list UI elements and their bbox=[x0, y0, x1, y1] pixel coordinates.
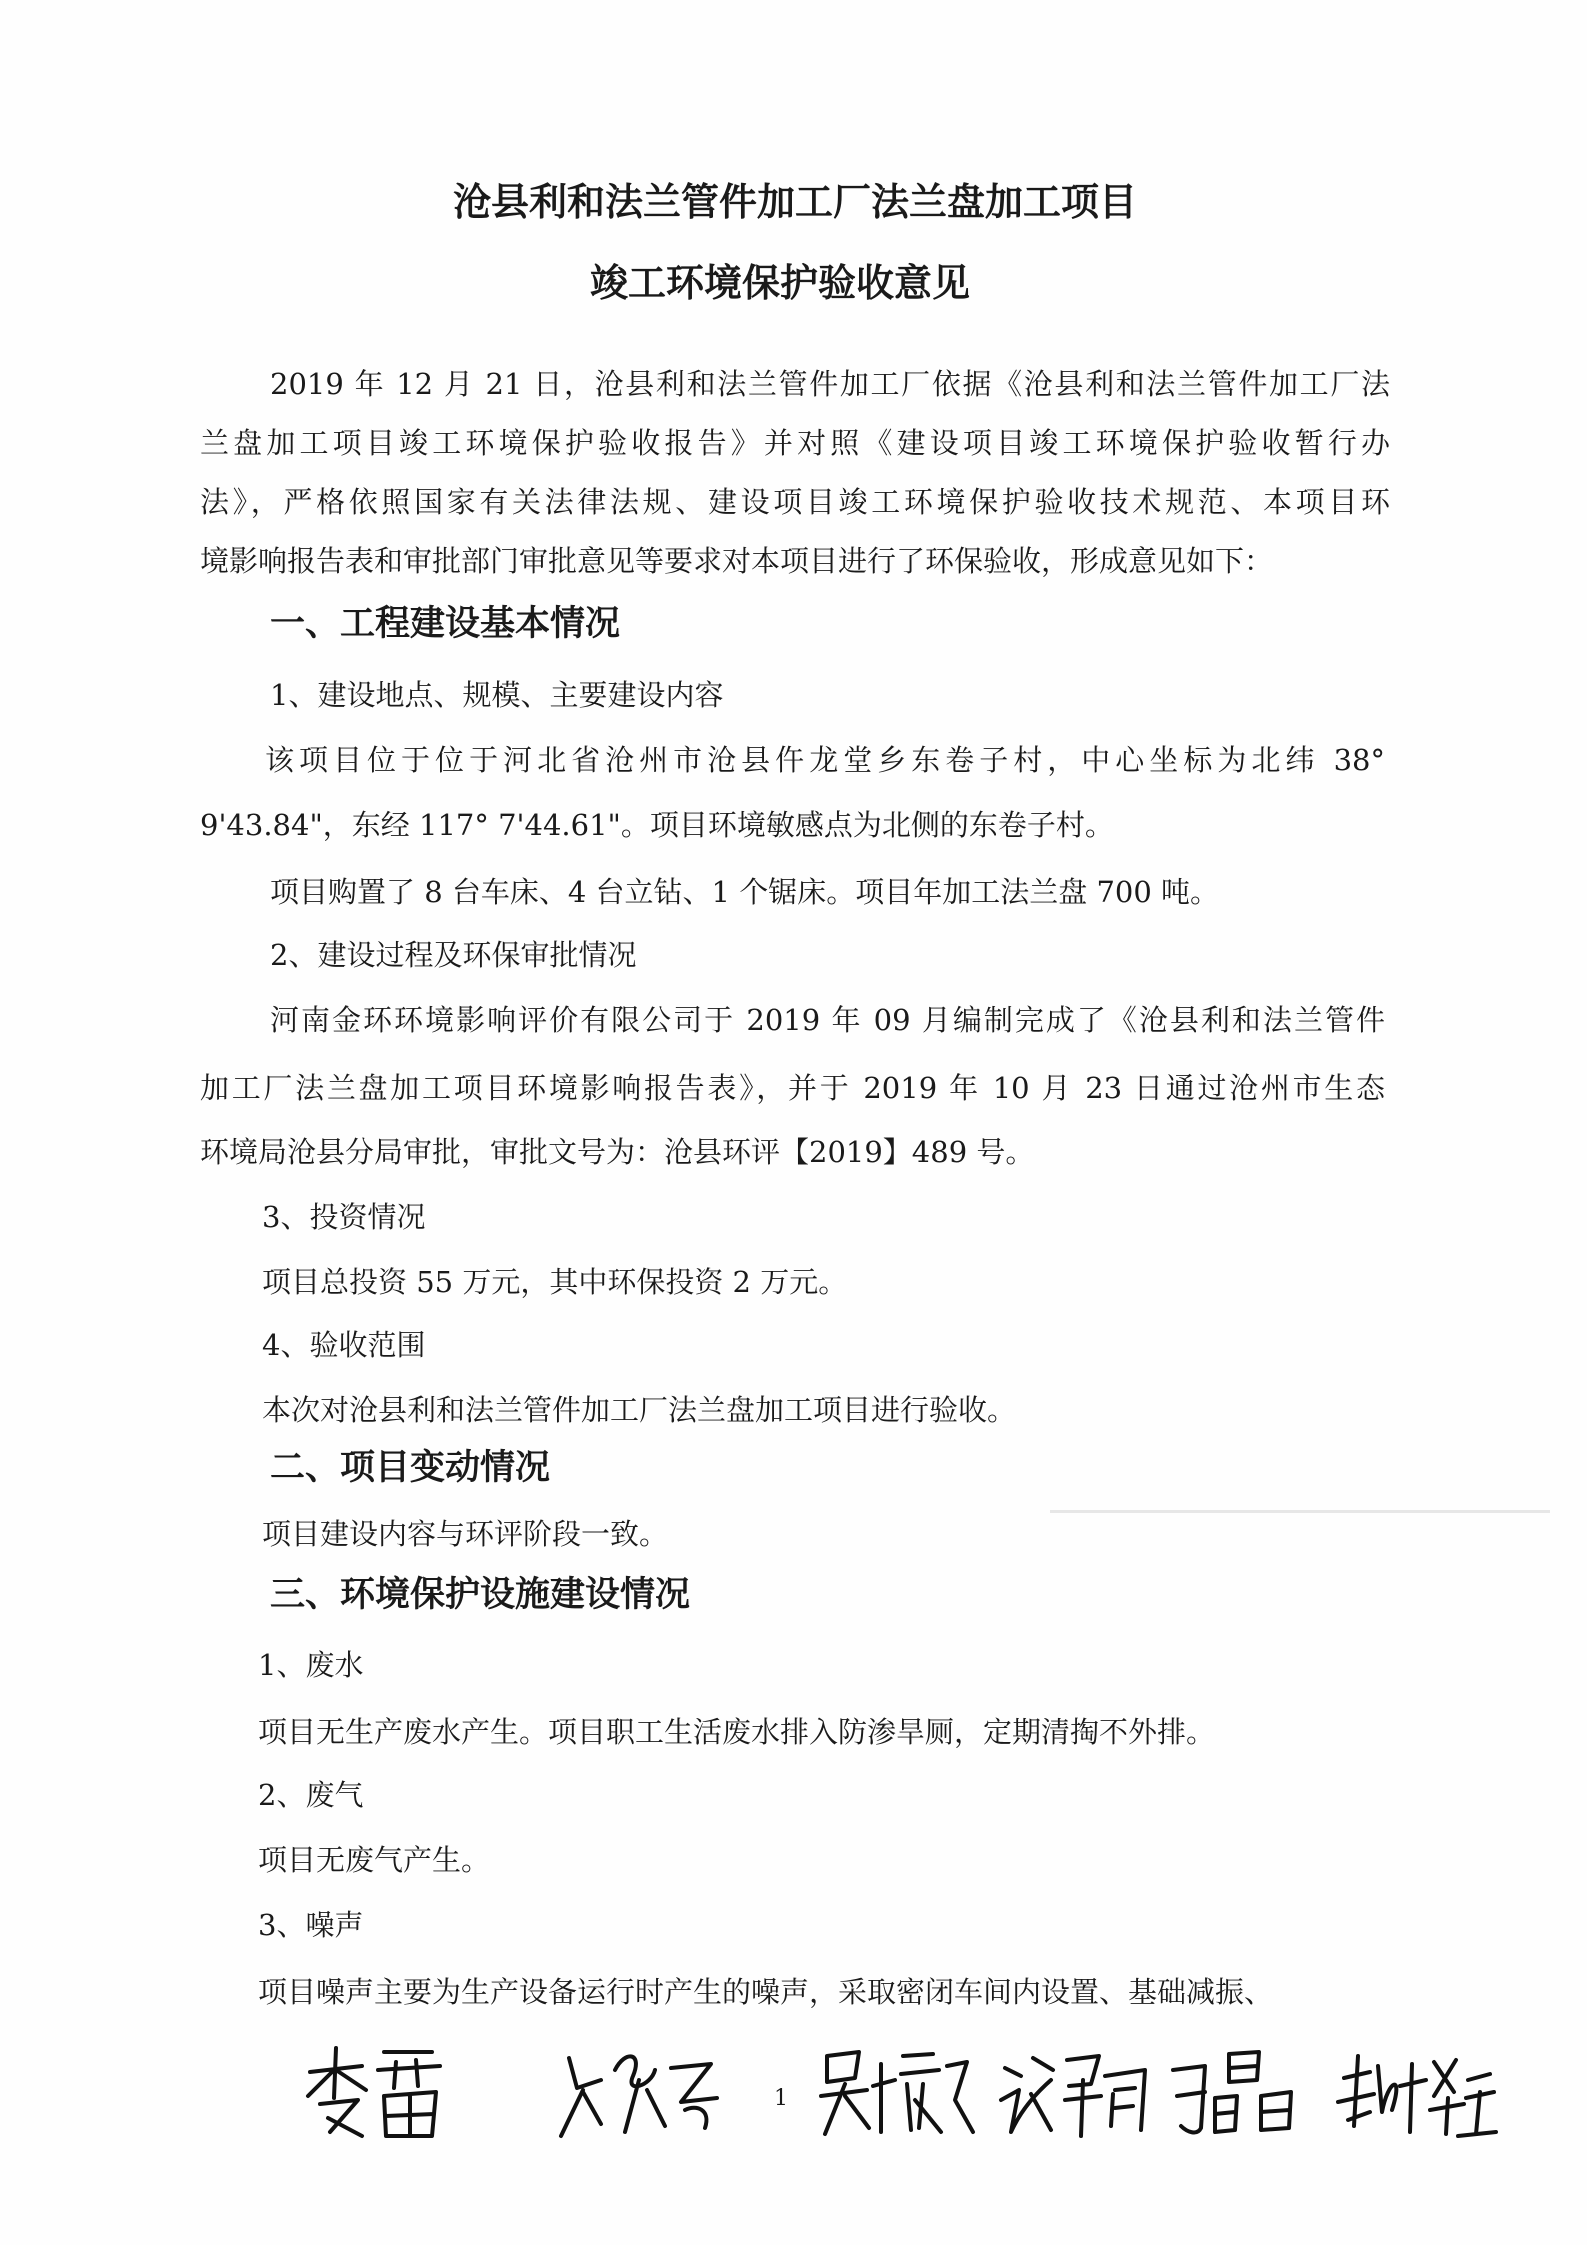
signature-4 bbox=[995, 2040, 1155, 2140]
signature-5 bbox=[1165, 2040, 1310, 2140]
intro-line: 2019 年 12 月 21 日，沧县利和法兰管件加工厂依据《沧县利和法兰管件加工厂法 bbox=[270, 367, 1390, 401]
section1-heading: 一、工程建设基本情况 bbox=[270, 604, 621, 644]
section3-sub3: 3、噪声 bbox=[258, 1908, 364, 1942]
signature-3 bbox=[815, 2040, 975, 2140]
section3-sub2: 2、废气 bbox=[258, 1778, 364, 1812]
approval-line1: 河南金环环境影响评价有限公司于 2019 年 09 月编制完成了《沧县利和法兰管件 bbox=[270, 1003, 1385, 1037]
investment-text: 项目总投资 55 万元，其中环保投资 2 万元。 bbox=[262, 1265, 848, 1299]
equipment-text: 项目购置了 8 台车床、4 台立钻、1 个锯床。项目年加工法兰盘 700 吨。 bbox=[270, 875, 1220, 909]
scope-text: 本次对沧县利和法兰管件加工厂法兰盘加工项目进行验收。 bbox=[262, 1393, 1017, 1427]
section1-sub4: 4、验收范围 bbox=[262, 1328, 426, 1362]
noise-text: 项目噪声主要为生产设备运行时产生的噪声，采取密闭车间内设置、基础减振、 bbox=[258, 1975, 1274, 2009]
signature-6 bbox=[1330, 2040, 1500, 2140]
intro-line: 法》，严格依照国家有关法律法规、建设项目竣工环境保护验收技术规范、本项目环 bbox=[200, 485, 1390, 519]
approval-line2: 加工厂法兰盘加工项目环境影响报告表》，并于 2019 年 10 月 23 日通过沧州市生态 bbox=[200, 1071, 1385, 1105]
section1-sub2: 2、建设过程及环保审批情况 bbox=[270, 938, 637, 972]
location-line1: 该项目位于位于河北省沧州市沧县仵龙堂乡东卷子村，中心坐标为北纬 38° bbox=[265, 743, 1385, 777]
signature-1 bbox=[300, 2040, 450, 2140]
wastewater-text: 项目无生产废水产生。项目职工生活废水排入防渗旱厕，定期清掏不外排。 bbox=[258, 1715, 1216, 1749]
section2-text: 项目建设内容与环评阶段一致。 bbox=[262, 1517, 669, 1551]
section3-heading: 三、环境保护设施建设情况 bbox=[270, 1575, 691, 1615]
approval-line3: 环境局沧县分局审批，审批文号为：沧县环评【2019】489 号。 bbox=[200, 1135, 1035, 1169]
page-number: 1 bbox=[774, 2086, 788, 2111]
waste-gas-text: 项目无废气产生。 bbox=[258, 1843, 491, 1877]
section1-sub3: 3、投资情况 bbox=[262, 1200, 426, 1234]
section1-sub1: 1、建设地点、规模、主要建设内容 bbox=[270, 678, 724, 712]
intro-line: 境影响报告表和审批部门审批意见等要求对本项目进行了环保验收，形成意见如下： bbox=[200, 544, 1274, 578]
document-title-line2: 竣工环境保护验收意见 bbox=[590, 261, 971, 305]
document-title-line1: 沧县利和法兰管件加工厂法兰盘加工项目 bbox=[453, 180, 1138, 224]
location-line2: 9'43.84"，东经 117° 7'44.61"。项目环境敏感点为北侧的东卷子村。 bbox=[200, 808, 1114, 842]
intro-line: 兰盘加工项目竣工环境保护验收报告》并对照《建设项目竣工环境保护验收暂行办 bbox=[200, 426, 1390, 460]
scan-artifact-line bbox=[1050, 1510, 1550, 1513]
section3-sub1: 1、废水 bbox=[258, 1648, 364, 1682]
signature-2 bbox=[555, 2040, 725, 2140]
section2-heading: 二、项目变动情况 bbox=[270, 1448, 551, 1488]
